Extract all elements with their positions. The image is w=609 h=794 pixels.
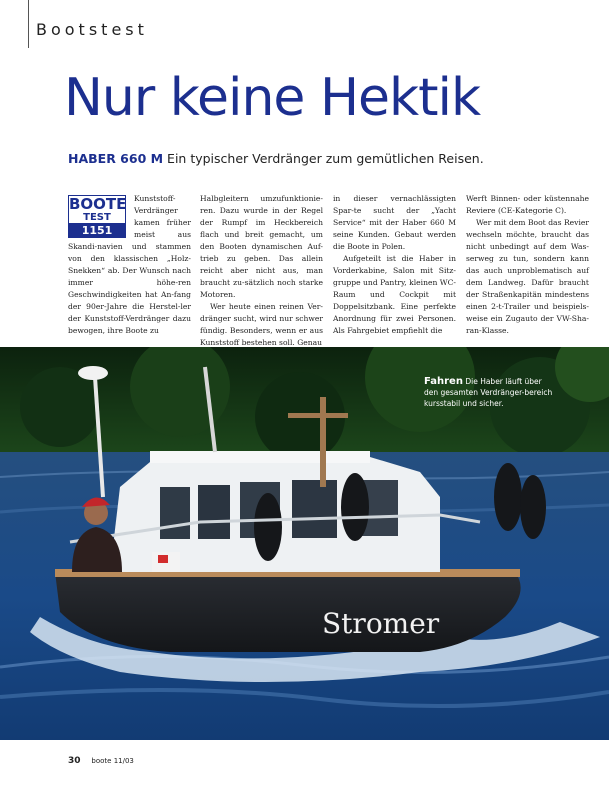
section-rule [28, 0, 29, 48]
fender [254, 493, 282, 561]
mast-crossbar [288, 413, 348, 418]
paragraph: Halbgleitern umzufunktionie-ren. Dazu wurde in der Regel der Rumpf im Heckbereich flach und breit gemacht, um den Booten dynamischen Auf-trieb zu geben. Das allein reicht aber nicht aus, man braucht zu-sätzlich noch starke Motoren. [200, 194, 323, 299]
paragraph: Aufgeteilt ist die Haber in Vorderkabine, Salon mit Sitz-gruppe und Pantry, kleinen WC-Raum und Cockpit mit Doppelsitzbank. Eine perfekte Anordnung für zwei Personen. Als Fahrgebiet empfiehlt die [333, 254, 456, 335]
window [160, 487, 190, 539]
text-column-1 [68, 193, 191, 337]
caption-text: Die Haber läuft über den gesamten Verdränger-bereich kursstabil und sicher. [424, 377, 553, 408]
page-footer [68, 756, 134, 766]
fender [341, 473, 369, 541]
cabin-roof [150, 451, 370, 463]
headline: Nur keine Hektik [64, 68, 481, 128]
fender [520, 475, 546, 539]
fender [494, 463, 522, 531]
badge-line1: BOOTE [69, 195, 127, 213]
subline [68, 151, 484, 166]
paragraph: Kunststoff-Verdränger kamen früher meist aus Skandi-navien und stammen von den klassischen „Holz-Snekken“ ab. Der Wunsch nach immer höhe-ren Geschwindigkeiten hat An-fang der 90er-Jahre die Herstel-ler der Kunststoff-Verdränger dazu bewogen, ihre Boote zu [68, 194, 191, 335]
hull-name: Stromer [322, 607, 440, 640]
window [198, 485, 230, 539]
paragraph: Wer heute einen reinen Ver-dränger sucht, wird nur schwer fündig. Besonders, wenn er aus Kunststoff bestehen soll. Genau [200, 302, 323, 347]
boote-test-badge [68, 195, 126, 239]
hull [55, 572, 521, 652]
badge-number: 1151 [68, 223, 126, 238]
paragraph: Werft Binnen- oder küstennahe Reviere (CE-Kategorie C). [466, 194, 589, 215]
badge-line2: TEST [68, 212, 126, 223]
paragraph: in dieser vernachlässigten Spar-te sucht der „Yacht Service“ mit der Haber 660 M seine Kunden. Gebaut werden die Boote in Polen. [333, 194, 456, 251]
text-column-2 [200, 193, 323, 349]
section-label: Bootstest [36, 20, 148, 39]
text-column-4 [466, 193, 589, 337]
publication-issue: boote 11/03 [91, 757, 134, 765]
paragraph: Wer mit dem Boot das Revier wechseln möchte, braucht das nicht unbedingt auf dem Was-serweg zu tun, sondern kann das auch unproblematisch auf dem Landweg. Dafür braucht der Straßenkapitän mindestens einen 2-t-Trailer und beispiels-weise ein Zugauto der VW-Sha-ran-Klasse. [466, 218, 589, 335]
subline-text: Ein typischer Verdränger zum gemütlichen Reisen. [167, 151, 484, 166]
caption-lead: Fahren [424, 376, 463, 387]
photo-caption [424, 376, 554, 409]
page-number: 30 [68, 756, 81, 766]
gps-dome [78, 366, 108, 380]
window [292, 480, 337, 538]
mast [320, 397, 326, 487]
boat-model: HABER 660 M [68, 151, 164, 166]
text-column-3 [333, 193, 456, 337]
